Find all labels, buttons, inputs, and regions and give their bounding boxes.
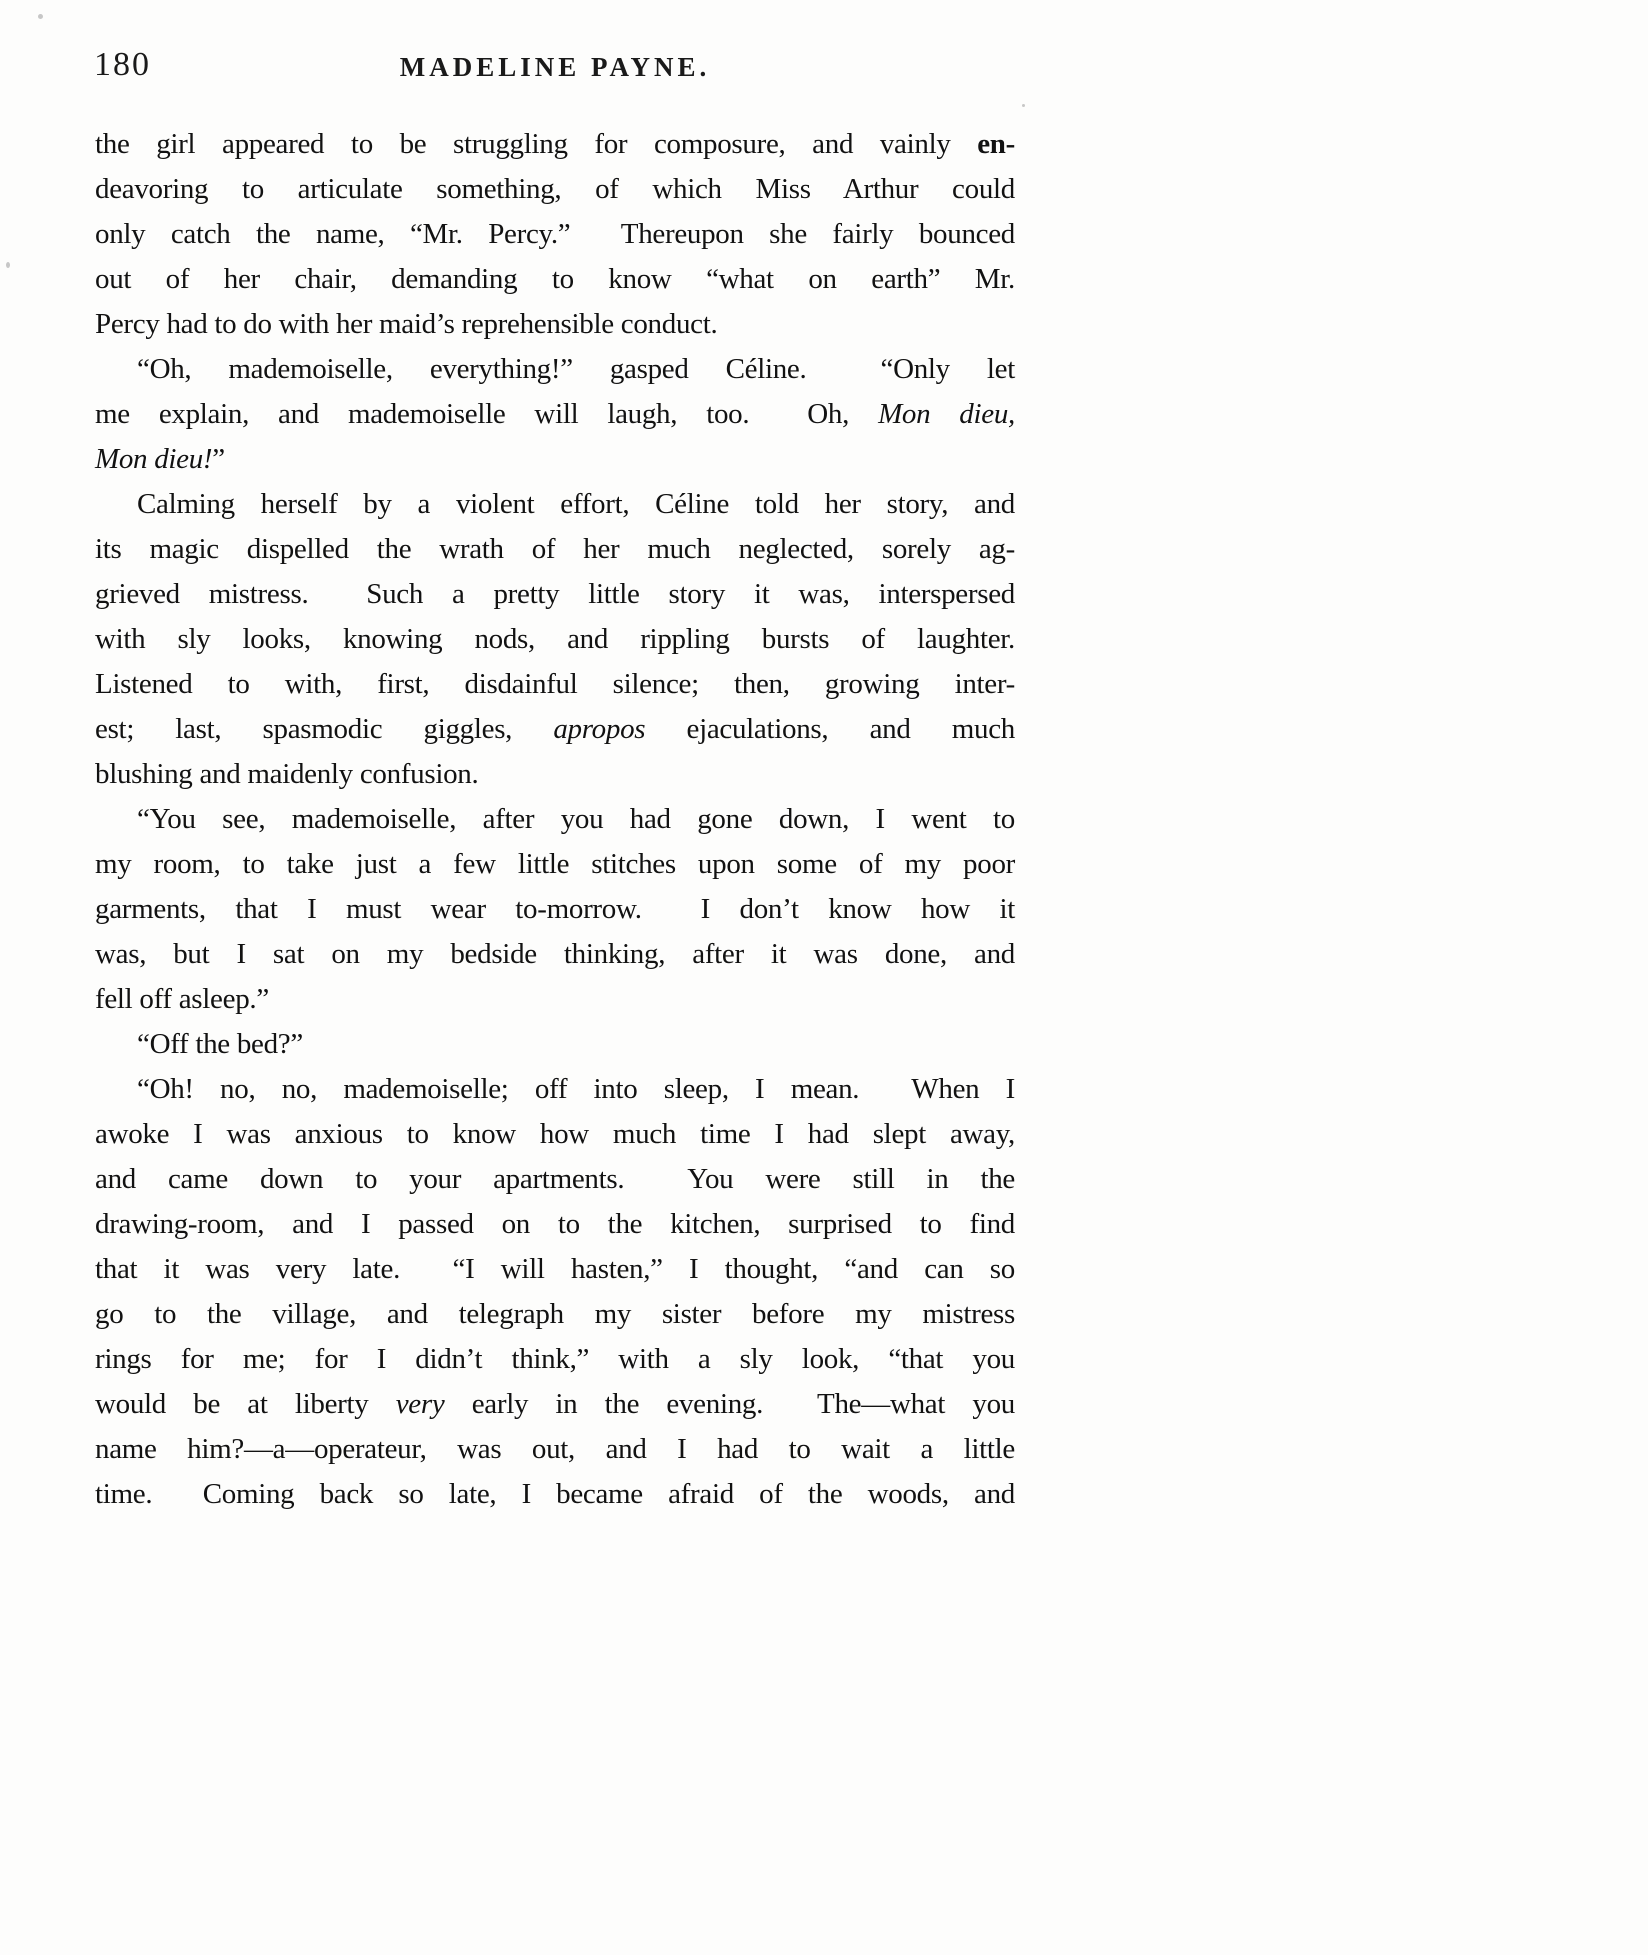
- page-body: [95, 122, 1015, 1517]
- text-segment: Percy had to do with her maid’s reprehensible conduct.: [95, 308, 718, 340]
- text-segment: Calming herself by a violent effort, Céline told her story, and: [137, 488, 1015, 520]
- text-line: [95, 437, 1015, 482]
- text-segment: with sly looks, knowing nods, and rippling bursts of laughter.: [95, 623, 1015, 655]
- text-segment: fell off asleep.”: [95, 983, 269, 1015]
- text-segment: deavoring to articulate something, of which Miss Arthur could: [95, 173, 1015, 205]
- text-segment: Mon dieu!: [95, 443, 213, 475]
- paragraph: [95, 347, 1015, 482]
- text-line: [95, 977, 1015, 1022]
- paragraph: [95, 122, 1015, 347]
- text-segment: my room, to take just a few little stitches upon some of my poor: [95, 848, 1015, 880]
- text-segment: “You see, mademoiselle, after you had gone down, I went to: [137, 803, 1015, 835]
- text-segment: ejaculations, and much: [645, 713, 1015, 745]
- text-line: [95, 887, 1015, 932]
- text-line: [95, 617, 1015, 662]
- text-line: [95, 797, 1015, 842]
- text-segment: apropos: [553, 713, 646, 745]
- text-line: [95, 1292, 1015, 1337]
- text-line: [95, 1157, 1015, 1202]
- text-segment: “Oh, mademoiselle, everything!” gasped Céline. “Only let: [137, 353, 1015, 385]
- paragraph: [95, 1022, 1015, 1067]
- text-line: [95, 392, 1015, 437]
- text-line: [95, 842, 1015, 887]
- text-line: [95, 212, 1015, 257]
- text-segment: grieved mistress. Such a pretty little story it was, interspersed: [95, 578, 1015, 610]
- text-segment: was, but I sat on my bedside thinking, after it was done, and: [95, 938, 1015, 970]
- text-segment: rings for me; for I didn’t think,” with a sly look, “that you: [95, 1343, 1015, 1375]
- text-segment: Mon dieu,: [878, 398, 1015, 430]
- text-segment: est; last, spasmodic giggles,: [95, 713, 554, 745]
- text-line: [95, 122, 1015, 167]
- text-line: [95, 572, 1015, 617]
- text-segment: en-: [977, 128, 1015, 160]
- text-line: [95, 1247, 1015, 1292]
- text-segment: awoke I was anxious to know how much time I had slept away,: [95, 1118, 1015, 1150]
- text-segment: ”: [212, 443, 225, 475]
- text-line: [95, 1112, 1015, 1157]
- text-segment: “Oh! no, no, mademoiselle; off into sleep, I mean. When I: [137, 1073, 1015, 1105]
- text-line: [95, 347, 1015, 392]
- text-segment: would be at liberty: [95, 1388, 396, 1420]
- text-segment: out of her chair, demanding to know “what on earth” Mr.: [95, 263, 1015, 295]
- text-line: [95, 167, 1015, 212]
- paragraph: [95, 797, 1015, 1022]
- text-segment: “Off the bed?”: [137, 1028, 303, 1060]
- text-line: [95, 662, 1015, 707]
- text-segment: blushing and maidenly confusion.: [95, 758, 479, 790]
- text-line: [95, 1382, 1015, 1427]
- text-segment: time. Coming back so late, I became afraid of the woods, and: [95, 1478, 1015, 1510]
- text-line: [95, 527, 1015, 572]
- text-line: [95, 482, 1015, 527]
- text-line: [95, 752, 1015, 797]
- scan-speck: [38, 14, 43, 19]
- text-segment: name him?—a—operateur, was out, and I had to wait a little: [95, 1433, 1015, 1465]
- paragraph: [95, 1067, 1015, 1517]
- text-line: [95, 1067, 1015, 1112]
- text-line: [95, 932, 1015, 977]
- text-segment: go to the village, and telegraph my sister before my mistress: [95, 1298, 1015, 1330]
- scan-speck: [6, 262, 10, 268]
- text-line: [95, 1337, 1015, 1382]
- paragraph: [95, 482, 1015, 797]
- text-line: [95, 1202, 1015, 1247]
- text-segment: drawing-room, and I passed on to the kitchen, surprised to find: [95, 1208, 1015, 1240]
- text-segment: very: [395, 1388, 445, 1420]
- text-line: [95, 1022, 1015, 1067]
- text-line: [95, 1472, 1015, 1517]
- text-segment: and came down to your apartments. You were still in the: [95, 1163, 1015, 1195]
- running-header: MADELINE PAYNE.: [399, 52, 711, 82]
- text-line: [95, 302, 1015, 347]
- page-number: 180: [94, 46, 151, 83]
- scan-speck: [1022, 104, 1025, 107]
- text-segment: garments, that I must wear to-morrow. I don’t know how it: [95, 893, 1015, 925]
- text-segment: Listened to with, first, disdainful silence; then, growing inter-: [95, 668, 1015, 700]
- text-segment: that it was very late. “I will hasten,” I thought, “and can so: [95, 1253, 1015, 1285]
- text-segment: me explain, and mademoiselle will laugh, too. Oh,: [95, 398, 879, 430]
- text-segment: early in the evening. The—what you: [444, 1388, 1015, 1420]
- text-segment: the girl appeared to be struggling for composure, and vainly: [95, 128, 978, 160]
- text-segment: only catch the name, “Mr. Percy.” Thereupon she fairly bounced: [95, 218, 1015, 250]
- text-line: [95, 257, 1015, 302]
- text-segment: its magic dispelled the wrath of her much neglected, sorely ag-: [95, 533, 1015, 565]
- text-line: [95, 1427, 1015, 1472]
- text-line: [95, 707, 1015, 752]
